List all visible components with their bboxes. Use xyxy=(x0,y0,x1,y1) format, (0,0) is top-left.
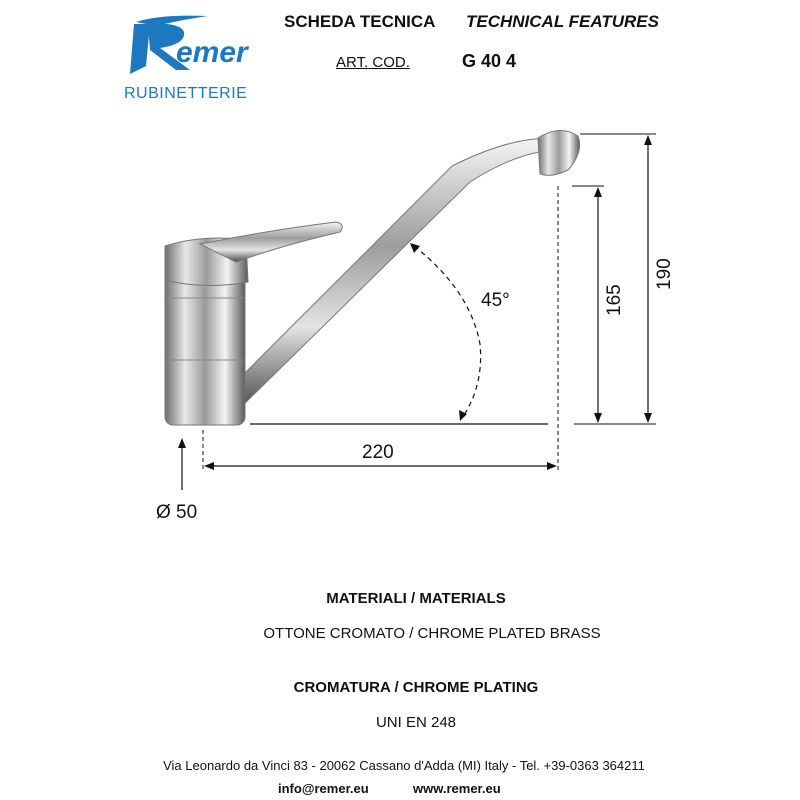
email-link[interactable]: info@remer.eu xyxy=(278,781,369,796)
article-code-value: G 40 4 xyxy=(462,51,517,71)
logo-wordmark: emer xyxy=(176,36,248,69)
total-height-value: 190 xyxy=(654,258,675,290)
remer-logo xyxy=(120,8,280,104)
angle-indicator xyxy=(410,243,510,421)
spout-height-value: 165 xyxy=(604,284,625,316)
logo-subtitle: RUBINETTERIE xyxy=(124,85,248,102)
dimension-spout-height xyxy=(572,186,625,424)
company-address: Via Leonardo da Vinci 83 - 20062 Cassano d'Adda (MI) Italy - Tel. +39-0363 364211 xyxy=(163,758,645,773)
materials-title: MATERIALI / MATERIALS xyxy=(326,590,506,607)
reach-value: 220 xyxy=(362,442,394,463)
dimension-total-height xyxy=(580,134,675,424)
article-code-label: ART. COD. xyxy=(336,54,410,71)
faucet-image xyxy=(165,130,580,425)
angle-value: 45° xyxy=(481,290,510,311)
dimension-diameter xyxy=(156,438,197,523)
dimension-reach xyxy=(203,186,558,470)
title-italian: SCHEDA TECNICA xyxy=(284,12,436,31)
faucet-drawing xyxy=(0,110,800,530)
plating-title: CROMATURA / CHROME PLATING xyxy=(293,679,539,696)
materials-value: OTTONE CROMATO / CHROME PLATED BRASS xyxy=(263,625,601,642)
title-english: TECHNICAL FEATURES xyxy=(466,12,659,31)
website-link[interactable]: www.remer.eu xyxy=(413,781,501,796)
diameter-value: Ø 50 xyxy=(156,502,198,523)
plating-value: UNI EN 248 xyxy=(375,714,457,731)
